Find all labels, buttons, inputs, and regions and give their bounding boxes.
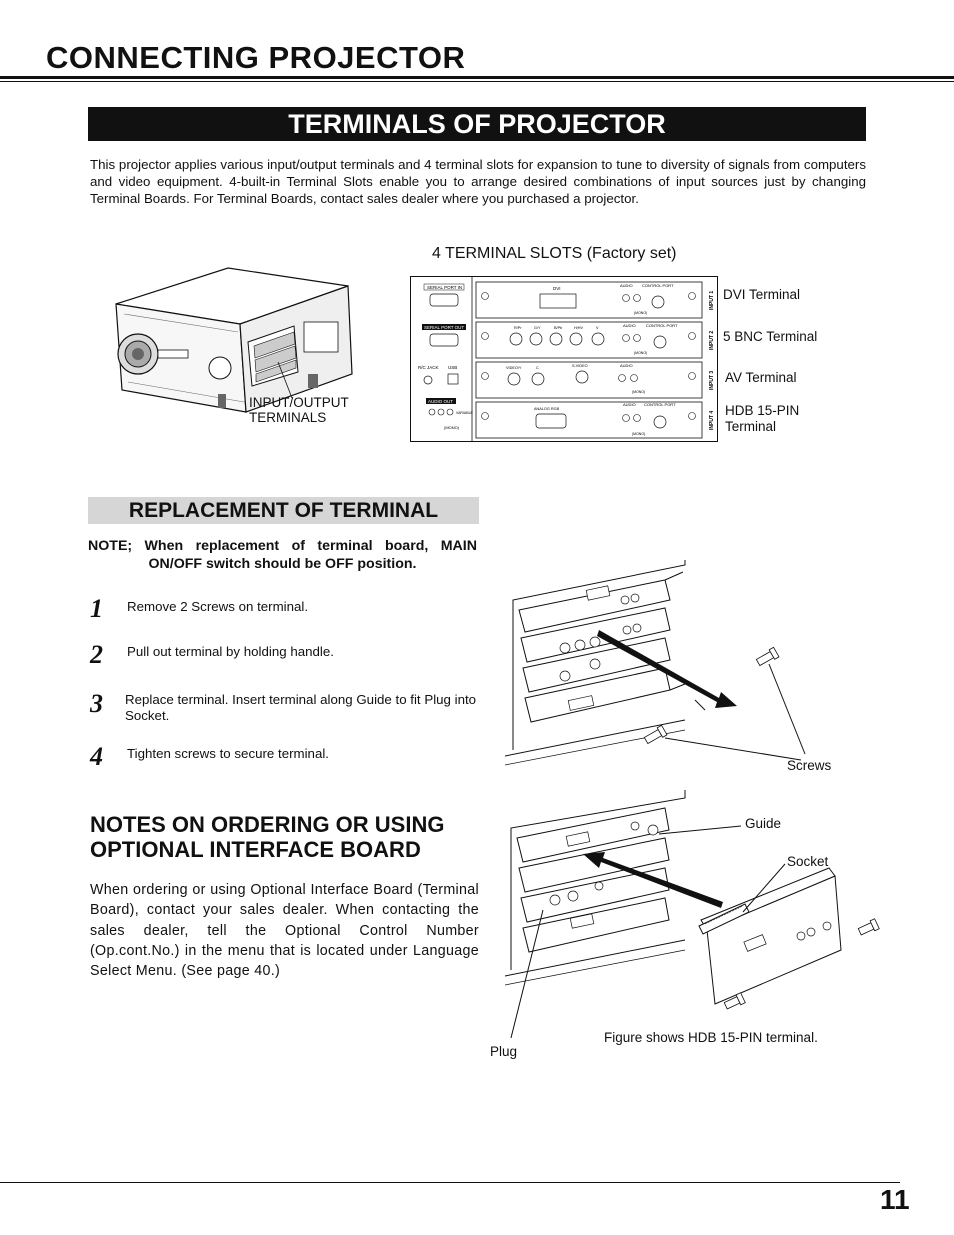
- section-banner-terminals: TERMINALS OF PROJECTOR: [88, 107, 866, 141]
- screws-label: Screws: [787, 758, 832, 773]
- step-number-1: 1: [90, 594, 103, 623]
- step-number-4: 4: [90, 742, 103, 771]
- slot4-mono: (MONO): [632, 432, 646, 436]
- step-text-1: Remove 2 Screws on terminal.: [127, 599, 309, 614]
- panel-rc-jack: R/C JACK: [418, 365, 439, 370]
- slot4-input-label: INPUT 4: [709, 410, 715, 430]
- slot2-bnc-v: V: [596, 326, 599, 330]
- note-line1: NOTE; When replacement of terminal board, MAIN: [88, 538, 477, 554]
- slot1-input-label: INPUT 1: [709, 290, 715, 310]
- slot2-audio-label: AUDIO: [623, 323, 636, 328]
- panel-usb: USB: [448, 365, 458, 370]
- intro-paragraph: This projector applies various input/output terminals and 4 terminal slots for expansion to tune to diversity of signals from computers and video equipment. 4-built-in Terminal Slots enable you to arrange desired combinations of input sources just by changing Terminal Boards. For Terminal Boards, contact sales dealer where you purchased a projector.: [90, 157, 866, 206]
- guide-label: Guide: [745, 816, 782, 831]
- io-label-line2: TERMINALS: [249, 410, 327, 425]
- figure-caption: Figure shows HDB 15-PIN terminal.: [604, 1030, 818, 1045]
- slot2-mono: (MONO): [634, 351, 648, 355]
- slot4-audio-label: AUDIO: [623, 402, 636, 407]
- page-number: 11: [880, 1184, 910, 1215]
- slot1-audio-label: AUDIO: [620, 283, 633, 288]
- slot1-mono: (MONO): [634, 311, 648, 315]
- step-number-2: 2: [90, 640, 103, 669]
- slot-label-dvi: DVI Terminal: [723, 287, 801, 302]
- slot1-dvi-label: DVI: [553, 286, 561, 291]
- slot-label-hdb: HDB 15-PIN: [725, 403, 800, 418]
- chapter-title: CONNECTING PROJECTOR: [46, 40, 466, 75]
- slot3-input-label: INPUT 3: [709, 370, 715, 390]
- step-text-3: Replace terminal. Insert terminal along Guide to fit Plug into Socket.: [125, 692, 477, 723]
- section-banner-replacement: REPLACEMENT OF TERMINAL: [88, 497, 479, 524]
- socket-label: Socket: [787, 854, 829, 869]
- header-rule-thin: [0, 81, 954, 82]
- notes-heading: [90, 812, 490, 862]
- slot-label-hdb-terminal: Terminal: [725, 419, 777, 434]
- slot3-c-label: C: [536, 366, 539, 370]
- slot3-audio-label: AUDIO: [620, 363, 633, 368]
- slots-caption: 4 TERMINAL SLOTS (Factory set): [432, 245, 677, 262]
- replacement-note: [88, 537, 477, 573]
- slot2-bnc-g: G/Y: [534, 326, 541, 330]
- step-number-3: 3: [90, 689, 103, 718]
- step-text-2: Pull out terminal by holding handle.: [127, 644, 334, 659]
- slot-label-av: AV Terminal: [725, 370, 797, 385]
- panel-serial-in: SERIAL PORT IN: [427, 285, 463, 290]
- io-label-line1: INPUT/OUTPUT: [249, 395, 349, 410]
- notes-heading-line2: OPTIONAL INTERFACE BOARD: [90, 837, 421, 862]
- slot2-control-label: CONTROL PORT: [646, 323, 678, 328]
- slot3-svideo-label: S-VIDEO: [572, 364, 588, 368]
- step-text-4: Tighten screws to secure terminal.: [127, 746, 329, 761]
- plug-label: Plug: [490, 1044, 518, 1059]
- panel-serial-out: SERIAL PORT OUT: [424, 325, 465, 330]
- removal-illustration: [505, 560, 855, 780]
- notes-heading-line1: NOTES ON ORDERING OR USING: [90, 812, 445, 837]
- insertion-illustration: [495, 790, 885, 1040]
- footer-rule: [0, 1182, 900, 1183]
- io-terminals-label: [249, 395, 349, 425]
- slot4-analog-label: ANALOG RGB: [534, 407, 560, 411]
- slot-label-bnc: 5 BNC Terminal: [723, 329, 818, 344]
- slot4-control-label: CONTROL PORT: [644, 402, 676, 407]
- slot2-bnc-h: H/HV: [574, 326, 584, 330]
- panel-audio-out: AUDIO OUT: [428, 399, 454, 404]
- panel-mono-out: (MONO): [444, 425, 460, 430]
- header-rule: [0, 76, 954, 79]
- slot3-video-label: VIDEO/Y: [506, 366, 522, 370]
- terminal-panel: [410, 276, 718, 442]
- note-line2: ON/OFF switch should be OFF position.: [148, 556, 417, 572]
- slot1-control-label: CONTROL PORT: [642, 283, 674, 288]
- panel-variable: VARIABLE: [456, 411, 473, 415]
- slot2-bnc-b: B/Pb: [554, 326, 563, 330]
- notes-body: When ordering or using Optional Interface Board (Terminal Board), contact your sales dealer. When contacting the sales dealer, tell the Optional Control Number (Op.cont.No.) in the menu that is located under Language Select Menu. (See page 40.): [90, 882, 479, 980]
- slot3-mono: (MONO): [632, 390, 646, 394]
- slot2-input-label: INPUT 2: [709, 330, 715, 350]
- slot2-bnc-r: R/Pr: [514, 326, 522, 330]
